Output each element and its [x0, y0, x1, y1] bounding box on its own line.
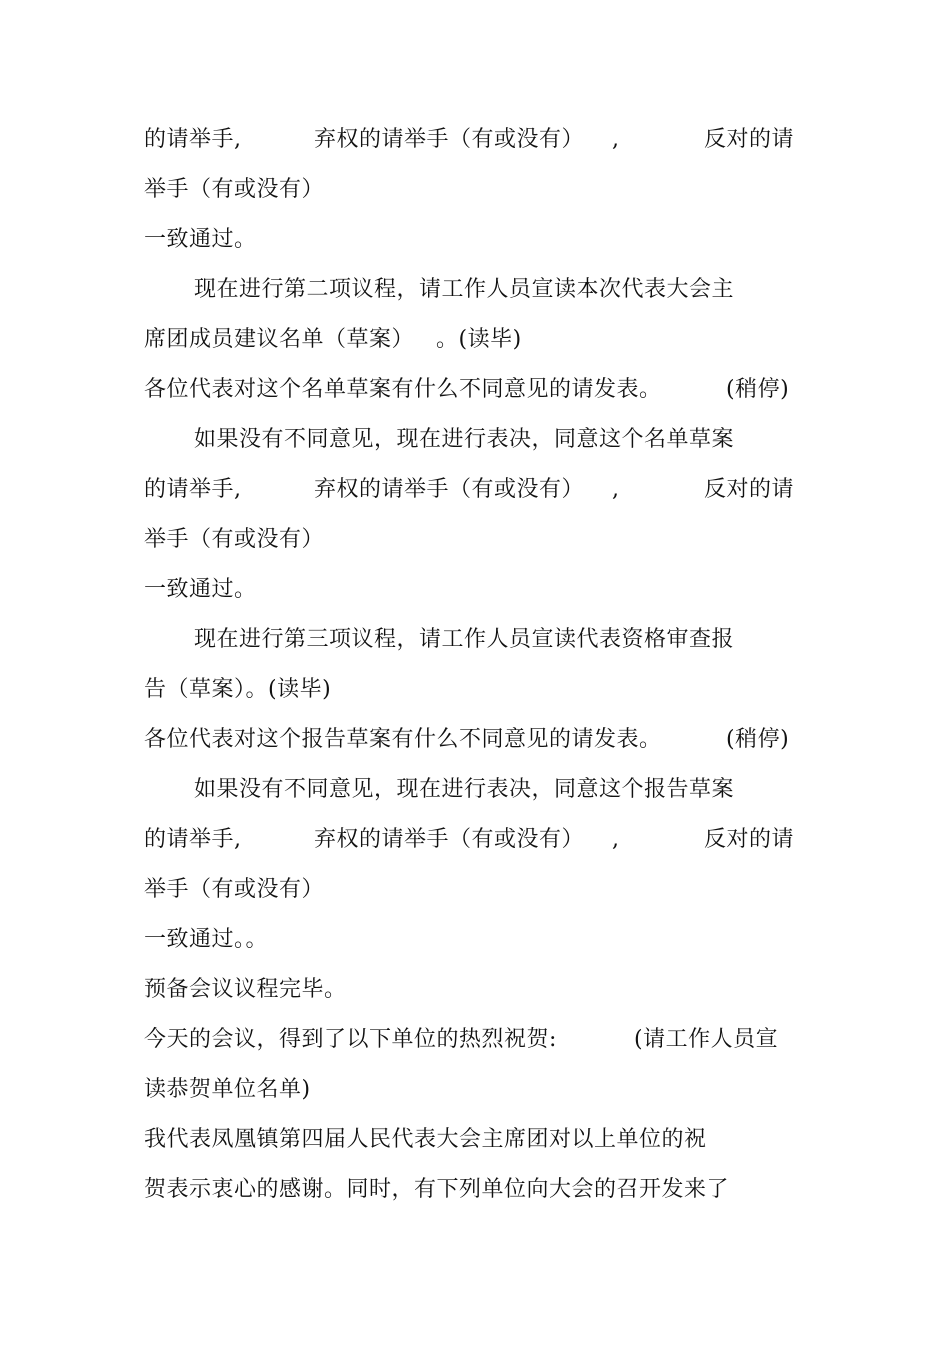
- text-segment: (稍停): [726, 727, 790, 752]
- text-line: 贺表示衷心的感谢。同时，有下列单位向大会的召开发来了: [144, 1177, 730, 1202]
- text-segment: ,: [612, 827, 620, 852]
- text-line: 一致通过。: [144, 227, 257, 252]
- text-segment: 各位代表对这个报告草案有什么不同意见的请发表。: [144, 727, 662, 752]
- text-segment: 反对的请: [704, 827, 795, 852]
- text-segment: 弃权的请举手（有或没有）: [314, 127, 585, 152]
- text-line: 如果没有不同意见，现在进行表决，同意这个报告草案: [194, 777, 735, 802]
- text-segment: 各位代表对这个名单草案有什么不同意见的请发表。: [144, 377, 662, 402]
- text-line: 现在进行第三项议程，请工作人员宣读代表资格审查报: [194, 627, 735, 652]
- text-segment: (稍停): [726, 377, 790, 402]
- text-segment: 反对的请: [704, 477, 795, 502]
- text-line: 一致通过。。: [144, 927, 269, 952]
- text-line: 告（草案）。(读毕): [144, 677, 332, 702]
- text-segment: 的请举手,: [144, 477, 242, 502]
- text-line: 举手（有或没有）: [144, 877, 325, 902]
- text-line: 我代表凤凰镇第四届人民代表大会主席团对以上单位的祝: [144, 1127, 707, 1152]
- text-line: 读恭贺单位名单): [144, 1077, 311, 1102]
- text-line: 一致通过。: [144, 577, 257, 602]
- text-segment: 。(读毕): [436, 327, 522, 352]
- text-segment: (请工作人员宣: [634, 1027, 779, 1052]
- text-line: 如果没有不同意见，现在进行表决，同意这个名单草案: [194, 427, 735, 452]
- text-segment: 弃权的请举手（有或没有）: [314, 827, 585, 852]
- text-segment: 的请举手,: [144, 127, 242, 152]
- text-segment: 反对的请: [704, 127, 795, 152]
- text-segment: 席团成员建议名单（草案）: [144, 327, 415, 352]
- text-line: 举手（有或没有）: [144, 527, 325, 552]
- text-segment: ,: [612, 127, 620, 152]
- text-segment: 今天的会议，得到了以下单位的热烈祝贺:: [144, 1027, 557, 1052]
- text-segment: 的请举手,: [144, 827, 242, 852]
- text-line: 预备会议议程完毕。: [144, 977, 347, 1002]
- text-segment: ,: [612, 477, 620, 502]
- text-line: 现在进行第二项议程，请工作人员宣读本次代表大会主: [194, 277, 735, 302]
- text-line: 举手（有或没有）: [144, 177, 325, 202]
- text-segment: 弃权的请举手（有或没有）: [314, 477, 585, 502]
